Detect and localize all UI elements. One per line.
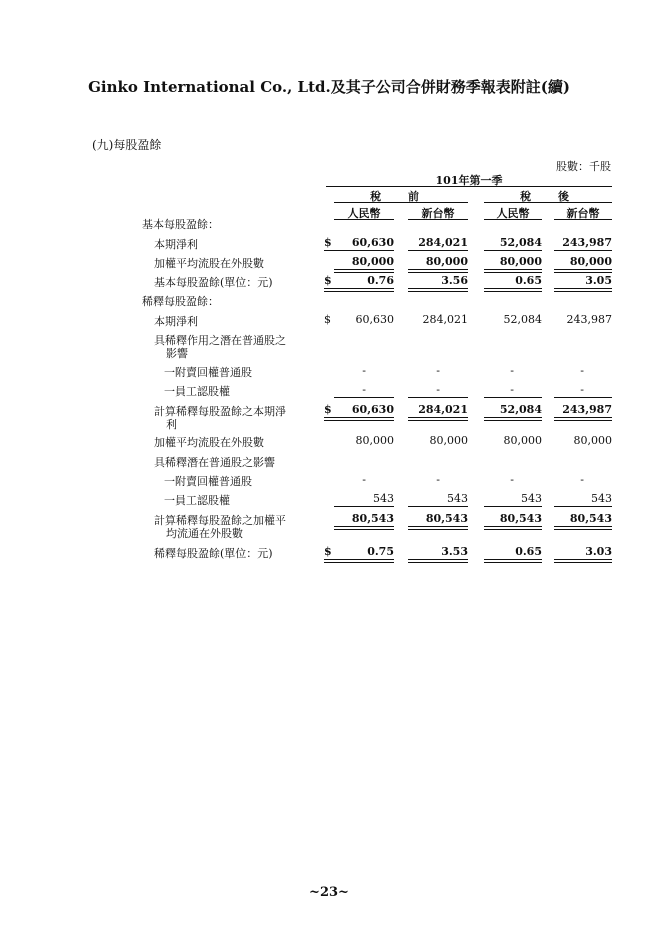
double-underline — [324, 559, 394, 563]
table-cell: 543 — [373, 492, 394, 505]
double-underline — [408, 559, 468, 563]
post-tax-header-a: 稅 — [520, 190, 531, 203]
col-header-ntd-post: 新台幣 — [566, 207, 600, 220]
row-label: 一員工認股權 — [164, 385, 230, 398]
table-cell: 284,021 — [418, 236, 468, 249]
table-cell: 3.05 — [585, 274, 612, 287]
table-cell: 80,543 — [425, 512, 468, 525]
table-cell: 80,000 — [499, 255, 542, 268]
double-underline — [484, 559, 542, 563]
table-cell: 543 — [447, 492, 468, 505]
col-rule — [408, 219, 468, 220]
row-label-continued: 利 — [166, 418, 177, 431]
period-header: 101年第一季 — [435, 174, 503, 187]
underline — [408, 397, 468, 398]
double-underline — [408, 526, 468, 530]
row-label: 加權平均流股在外股數 — [154, 436, 264, 449]
underline — [484, 397, 542, 398]
table-cell: - — [510, 364, 514, 377]
table-cell: 60,630 — [355, 313, 394, 326]
table-cell: - — [436, 473, 440, 486]
row-label-continued: 均流通在外股數 — [166, 527, 243, 540]
double-underline — [554, 417, 612, 421]
table-cell: 243,987 — [562, 403, 612, 416]
double-underline — [408, 269, 468, 273]
col-rule — [334, 219, 394, 220]
table-cell: 0.65 — [515, 545, 542, 558]
table-cell: 80,543 — [351, 512, 394, 525]
section-title: (九)每股盈餘 — [92, 138, 162, 152]
table-cell: 0.76 — [367, 274, 394, 287]
currency-symbol: $ — [324, 313, 331, 326]
post-tax-rule — [484, 202, 612, 203]
row-label: 基本每股盈餘： — [142, 218, 219, 231]
table-cell: 80,000 — [425, 255, 468, 268]
underline — [484, 250, 542, 251]
table-cell: - — [510, 473, 514, 486]
table-cell: 80,000 — [569, 255, 612, 268]
table-cell: 52,084 — [499, 403, 542, 416]
double-underline — [554, 526, 612, 530]
row-label-continued: 影響 — [166, 347, 188, 360]
row-label: 稀釋每股盈餘(單位：元) — [154, 547, 273, 560]
currency-symbol: $ — [324, 236, 332, 249]
double-underline — [324, 288, 394, 292]
table-cell: 284,021 — [418, 403, 468, 416]
table-cell: - — [580, 383, 584, 396]
row-label: 計算稀釋每股盈餘之加權平 — [154, 514, 286, 527]
unit-note: 股數：千股 — [556, 160, 611, 173]
table-cell: 3.03 — [585, 545, 612, 558]
col-rule — [554, 219, 612, 220]
header-rule — [326, 186, 612, 187]
underline — [408, 506, 468, 507]
pre-tax-rule — [334, 202, 468, 203]
table-cell: 543 — [521, 492, 542, 505]
table-cell: - — [362, 364, 366, 377]
table-cell: 284,021 — [422, 313, 468, 326]
underline — [484, 506, 542, 507]
double-underline — [484, 288, 542, 292]
table-cell: - — [510, 383, 514, 396]
table-cell: 80,000 — [429, 434, 468, 447]
page-title: Ginko International Co., Ltd.及其子公司合併財務季報表附註(續) — [88, 78, 570, 96]
table-cell: 60,630 — [351, 403, 394, 416]
double-underline — [554, 269, 612, 273]
table-cell: 80,000 — [355, 434, 394, 447]
table-cell: 52,084 — [499, 236, 542, 249]
row-label: 一員工認股權 — [164, 494, 230, 507]
row-label: 本期淨利 — [154, 238, 198, 251]
underline — [334, 506, 394, 507]
row-label: 本期淨利 — [154, 315, 198, 328]
table-cell: 0.65 — [515, 274, 542, 287]
double-underline — [334, 526, 394, 530]
row-label: 一附賣回權普通股 — [164, 366, 252, 379]
double-underline — [408, 288, 468, 292]
col-header-ntd-pre: 新台幣 — [421, 207, 455, 220]
table-cell: - — [436, 364, 440, 377]
currency-symbol: $ — [324, 545, 332, 558]
table-cell: 3.56 — [441, 274, 468, 287]
currency-symbol: $ — [324, 274, 332, 287]
underline — [408, 250, 468, 251]
table-cell: 80,000 — [351, 255, 394, 268]
row-label: 一附賣回權普通股 — [164, 475, 252, 488]
underline — [554, 250, 612, 251]
post-tax-header-b: 後 — [558, 190, 569, 203]
table-cell: - — [436, 383, 440, 396]
table-cell: 243,987 — [566, 313, 612, 326]
table-cell: 80,000 — [503, 434, 542, 447]
underline — [334, 397, 394, 398]
table-cell: - — [580, 364, 584, 377]
double-underline — [324, 417, 394, 421]
underline — [324, 250, 394, 251]
table-cell: 52,084 — [503, 313, 542, 326]
pre-tax-header-b: 前 — [408, 190, 419, 203]
table-cell: - — [362, 473, 366, 486]
col-header-rmb-post: 人民幣 — [496, 207, 530, 220]
page-number: ~23~ — [309, 885, 349, 900]
currency-symbol: $ — [324, 403, 332, 416]
col-rule — [484, 219, 542, 220]
col-header-rmb-pre: 人民幣 — [347, 207, 381, 220]
underline — [554, 397, 612, 398]
row-label: 加權平均流股在外股數 — [154, 257, 264, 270]
table-cell: 80,543 — [499, 512, 542, 525]
table-cell: - — [362, 383, 366, 396]
table-cell: 543 — [591, 492, 612, 505]
row-label: 具稀釋潛在普通股之影響 — [154, 456, 275, 469]
row-label: 基本每股盈餘(單位：元) — [154, 276, 273, 289]
underline — [554, 506, 612, 507]
double-underline — [334, 269, 394, 273]
table-cell: 60,630 — [351, 236, 394, 249]
table-cell: 3.53 — [441, 545, 468, 558]
double-underline — [484, 269, 542, 273]
row-label: 稀釋每股盈餘： — [142, 295, 219, 308]
double-underline — [554, 559, 612, 563]
pre-tax-header-a: 稅 — [370, 190, 381, 203]
double-underline — [484, 417, 542, 421]
row-label: 計算稀釋每股盈餘之本期淨 — [154, 405, 286, 418]
table-cell: 243,987 — [562, 236, 612, 249]
double-underline — [554, 288, 612, 292]
double-underline — [484, 526, 542, 530]
table-cell: 80,543 — [569, 512, 612, 525]
table-cell: 80,000 — [573, 434, 612, 447]
table-cell: 0.75 — [367, 545, 394, 558]
row-label: 具稀釋作用之潛在普通股之 — [154, 334, 286, 347]
table-cell: - — [580, 473, 584, 486]
double-underline — [408, 417, 468, 421]
